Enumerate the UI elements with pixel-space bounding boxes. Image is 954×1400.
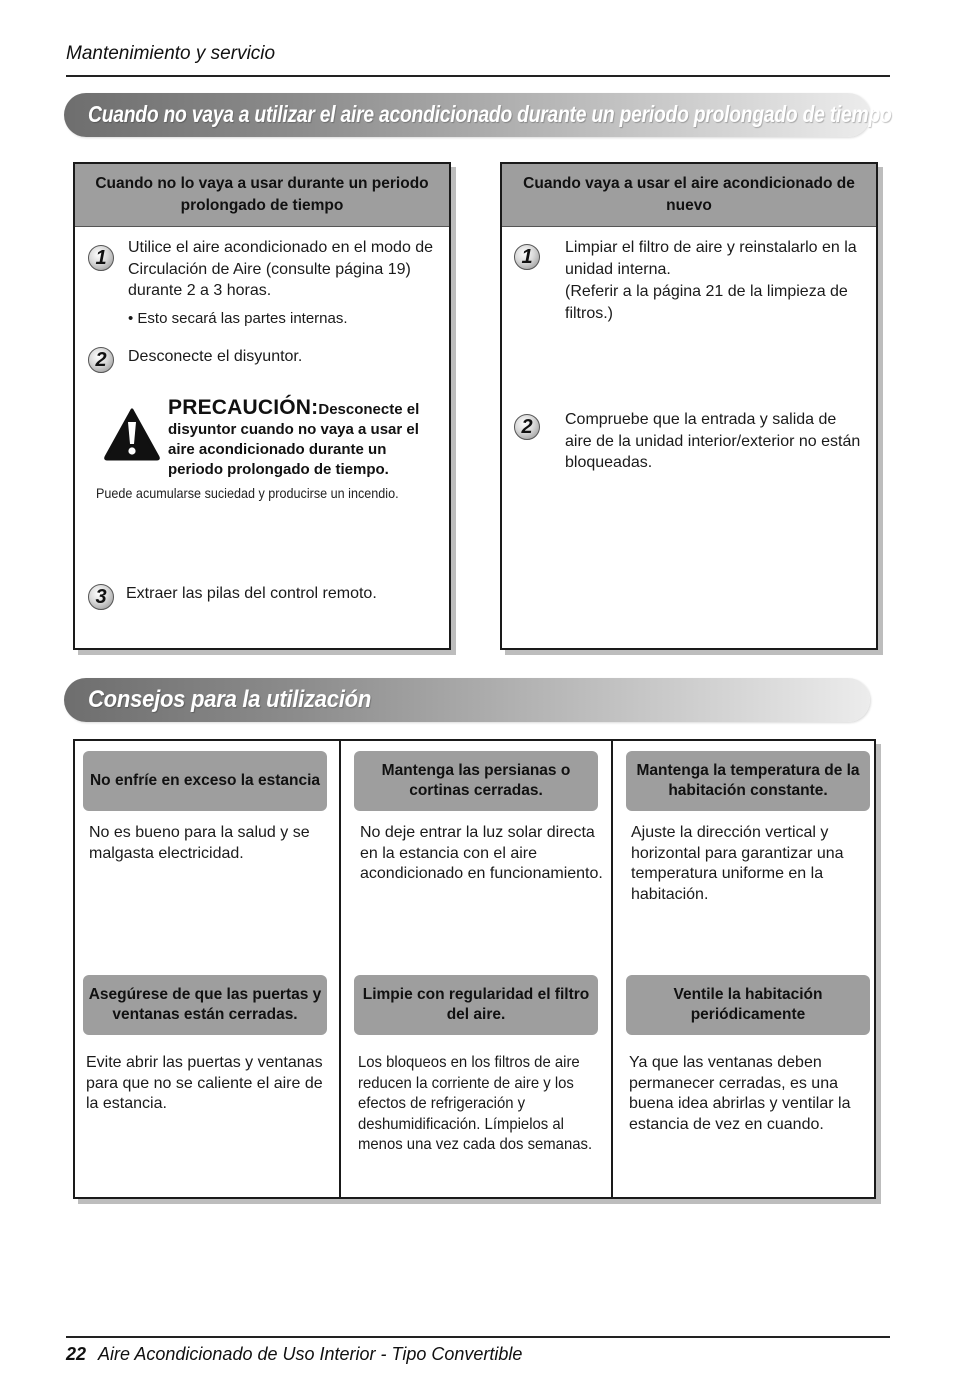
column-divider [339, 741, 341, 1197]
tip-text-ventilate: Ya que las ventanas deben permanecer cerradas, es una buena idea abrirlas y ventilar la estancia de vez en cuando. [629, 1054, 851, 1133]
page-number: 22 [66, 1344, 87, 1364]
caution-note: Puede acumularse suciedad y producirse un incendio. [96, 485, 399, 501]
section-title: Cuando no vaya a utilizar el aire acondicionado durante un periodo prolongado de tiempo [88, 101, 892, 127]
caution-text: Desconecte el disyuntor cuando no vaya a usar el aire acondicionado durante un periodo prolongado de tiempo. [168, 401, 420, 478]
tip-text-close-doors: Evite abrir las puertas y ventanas para que no se caliente el aire de la estancia. [86, 1054, 323, 1112]
tips-grid [73, 739, 876, 1199]
caution-block [168, 398, 444, 480]
step-number-2: 2 [514, 414, 540, 440]
panel-resume-use [500, 162, 878, 650]
step-1-bullet: • Esto secará las partes internas. [128, 310, 348, 327]
step-2-text: Desconecte el disyuntor. [128, 348, 303, 365]
step-1-text: Limpiar el filtro de aire y reinstalarlo en la unidad interna. [565, 239, 857, 278]
tip-heading-clean-filter: Limpie con regularidad el filtro del aire. [354, 975, 598, 1035]
footer-rule [66, 1336, 890, 1338]
step-3-text: Extraer las pilas del control remoto. [126, 585, 377, 602]
tip-text-clean-filter: Los bloqueos en los filtros de aire reducen la corriente de aire y los efectos de refrigeración y deshumidificación. Límpielos al menos una vez cada dos semanas. [358, 1054, 593, 1153]
step-number-2: 2 [88, 347, 114, 373]
column-divider [611, 741, 613, 1197]
section-title: Consejos para la utilización [88, 686, 372, 713]
header-rule [66, 75, 890, 77]
document-title: Aire Acondicionado de Uso Interior - Tipo Convertible [98, 1344, 523, 1364]
step-number-1: 1 [514, 244, 540, 270]
tip-heading-constant-temperature: Mantenga la temperatura de la habitación constante. [626, 751, 870, 811]
step-2-text: Compruebe que la entrada y salida de aire de la unidad interior/exterior no están bloqueadas. [565, 411, 861, 471]
tip-heading-no-overcool: No enfríe en exceso la estancia [83, 751, 327, 811]
section-banner-tips [64, 678, 870, 722]
step-1-reference: (Referir a la página 21 de la limpieza de filtros.) [565, 283, 848, 322]
section-banner-long-term [64, 93, 892, 137]
tip-heading-ventilate: Ventile la habitación periódicamente [626, 975, 870, 1035]
step-1-text: Utilice el aire acondicionado en el modo de Circulación de Aire (consulte página 19) durante 2 a 3 horas. [128, 239, 434, 299]
step-number-1: 1 [88, 245, 114, 271]
warning-triangle-icon [103, 407, 161, 461]
step-number-3: 3 [88, 584, 114, 610]
tip-text-no-overcool: No es bueno para la salud y se malgasta electricidad. [89, 824, 310, 862]
panel-not-using [73, 162, 451, 650]
tip-heading-close-blinds: Mantenga las persianas o cortinas cerradas. [354, 751, 598, 811]
caution-title: PRECAUCIÓN: [168, 396, 319, 419]
footer [66, 1344, 522, 1365]
tip-heading-close-doors: Asegúrese de que las puertas y ventanas están cerradas. [83, 975, 327, 1035]
tip-text-close-blinds: No deje entrar la luz solar directa en la estancia con el aire acondicionado en funcionamiento. [360, 824, 603, 882]
running-header: Mantenimiento y servicio [66, 43, 276, 64]
panel-heading: Cuando vaya a usar el aire acondicionado de nuevo [502, 164, 876, 227]
tip-text-constant-temperature: Ajuste la dirección vertical y horizontal para garantizar una temperatura uniforme en la habitación. [631, 824, 844, 903]
panel-heading: Cuando no lo vaya a usar durante un periodo prolongado de tiempo [75, 164, 449, 227]
